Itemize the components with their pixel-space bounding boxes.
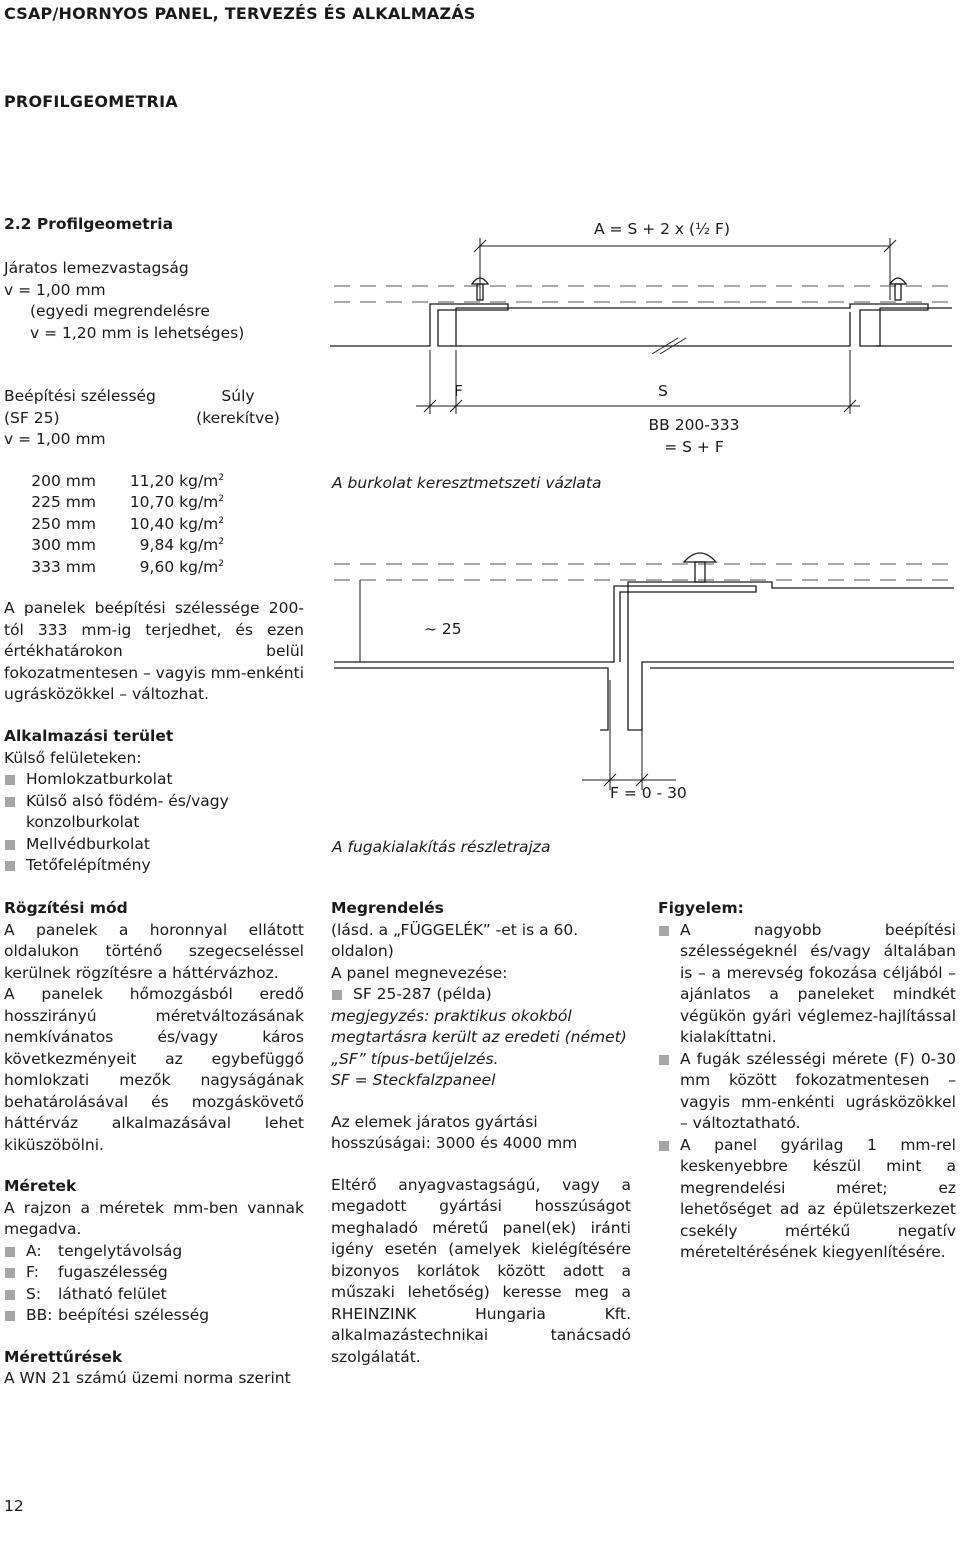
cross-section-diagram <box>320 200 960 500</box>
application-item: Tetőfelépítmény <box>4 855 304 877</box>
weight-unit-exponent: 2 <box>218 472 224 483</box>
joint-detail-diagram <box>320 530 960 860</box>
application-block <box>4 726 304 877</box>
dim-item <box>4 1305 304 1327</box>
width-cell: 200 mm <box>31 471 96 490</box>
section-subtitle: PROFILGEOMETRIA <box>4 92 178 111</box>
label-bb-formula: = S + F <box>664 438 724 456</box>
dim-item <box>4 1241 304 1263</box>
weight-cell <box>96 535 224 557</box>
width-cell: 250 mm <box>31 514 96 533</box>
column-1 <box>4 898 304 1390</box>
table-row <box>4 492 304 514</box>
application-item: Külső alsó födém- és/vagy konzolburkolat <box>4 791 304 834</box>
rivet-icon <box>684 553 716 582</box>
panel-name-item: SF 25-287 (példa) <box>331 984 631 1006</box>
order-heading: Megrendelés <box>331 899 444 917</box>
dim-value: fugaszélesség <box>58 1263 168 1281</box>
table-header <box>4 386 304 408</box>
section-heading: 2.2 Profilgeometria <box>4 215 174 233</box>
dim-key: F: <box>26 1263 39 1281</box>
fix-heading: Rögzítési mód <box>4 899 128 917</box>
panel-profile <box>330 304 952 346</box>
document-title: CSAP/HORNYOS PANEL, TERVEZÉS ÉS ALKALMAZÁS <box>4 4 476 23</box>
panel-note: megjegyzés: praktikus okokból megtartásra került az eredeti (német) „SF” típus-betűjelzés. <box>331 1006 627 1068</box>
application-heading: Alkalmazási terület <box>4 727 174 745</box>
weight-value: 10,70 <box>129 493 175 511</box>
order-reference: (lásd. a „FÜGGELÉK” -et is a 60. oldalon) <box>331 920 579 960</box>
col-width-head-1: Beépítési szélesség <box>4 387 156 405</box>
fix-paragraph-2: A panelek hőmozgásból eredő hosszirányú méretváltozásának nemkívánatos és/vagy káros következményeit az egybefüggő homlokzati mezők nagyságának behatárolásával és mozgáskövető háttérváz alkalmazásával lehet kiküszöbölni. <box>4 985 304 1154</box>
panel-face <box>456 312 850 346</box>
label-s: S <box>658 382 668 400</box>
panel-name-label: A panel megnevezése: <box>331 963 508 982</box>
weight-value: 11,20 <box>129 471 175 490</box>
table-row <box>4 471 304 493</box>
tolerance-heading: Mérettűrések <box>4 1347 123 1366</box>
width-cell: 333 mm <box>31 557 96 576</box>
dim-key: S: <box>26 1284 42 1303</box>
notice-item: A nagyobb beépítési szélességeknél és/vagy általában is – a merevség fokozása céljából – ajánlatos a paneleket mindkét végükön gyári véglemez-hajlítással kialakíttatni. <box>658 920 956 1049</box>
dim-item <box>4 1262 304 1284</box>
table-row <box>4 557 304 579</box>
column-3 <box>658 898 956 1264</box>
weight-cell <box>96 471 224 493</box>
application-item: Homlokzatburkolat <box>4 769 304 791</box>
col-weight-head-1: Súly <box>221 387 255 405</box>
weight-value: 9,60 <box>139 557 175 576</box>
weight-value: 10,40 <box>129 514 175 533</box>
column-2 <box>331 898 631 1368</box>
dim-value: látható felület <box>58 1284 167 1303</box>
notice-heading: Figyelem: <box>658 899 744 917</box>
dim-item <box>4 1284 304 1306</box>
panel-edge-lower <box>334 668 608 730</box>
notice-item: A fugák szélességi mérete (F) 0-30 mm között fokozatmentesen – vagyis mm-enkénti ugrásközökkel – változtatható. <box>658 1049 956 1135</box>
page-number: 12 <box>4 1497 24 1515</box>
label-bb: BB 200-333 <box>648 416 740 434</box>
dim-heading: Méretek <box>4 1177 77 1195</box>
thickness-value: v = 1,00 mm <box>4 280 106 299</box>
other-paragraph: Eltérő anyagvastagságú, vagy a megadott gyártási hosszúságot meghaladó méretű panel(ek) iránti igény esetén (amelyek kielégítésére bizonyos korlátok között adott a műszaki lehetőség) keresse meg a RHEINZINK Hungaria Kft. alkalmazástechnikai tanácsadó szolgálatát. <box>331 1175 631 1366</box>
weight-cell <box>96 492 224 514</box>
range-paragraph: A panelek beépítési szélessége 200-tól 333 mm-ig terjedhet, és ezen értékhatárokon belül fokozatmentesen – vagyis mm-enkénti ugrásközökkel – változhat. <box>4 599 304 703</box>
col-weight-head-2: (kerekítve) <box>196 408 280 427</box>
label-f: F <box>454 382 463 400</box>
weight-unit: kg/m <box>179 471 219 490</box>
weight-unit: kg/m <box>179 514 219 533</box>
panel-groove-edge <box>628 582 954 730</box>
col-width-head-3: v = 1,00 mm <box>4 430 106 448</box>
dim-key: A: <box>26 1241 42 1260</box>
weight-unit-exponent: 2 <box>218 536 224 547</box>
weight-unit-exponent: 2 <box>218 558 224 569</box>
dim-paragraph: A rajzon a méretek mm-ben vannak megadva. <box>4 1198 304 1238</box>
length-paragraph: Az elemek járatos gyártási hosszúságai: 3000 és 4000 mm <box>331 1112 578 1152</box>
depth-label: ~ 25 <box>424 620 462 638</box>
joint-label: F = 0 - 30 <box>610 784 687 802</box>
fix-paragraph-1: A panelek a horonnyal ellátott oldalukon történő szegecseléssel kerülnek rögzítésre a háttérvázhoz. <box>4 920 304 982</box>
weight-cell <box>96 557 224 579</box>
axis-formula: A = S + 2 x (½ F) <box>594 220 730 238</box>
diagram1-caption: A burkolat keresztmetszeti vázlata <box>332 474 602 492</box>
thickness-block <box>4 258 304 344</box>
table-body <box>4 471 304 579</box>
weight-table <box>4 386 304 578</box>
panel-tongue-edge <box>334 586 756 662</box>
sf-definition: SF = Steckfalzpaneel <box>331 1071 496 1089</box>
table-row <box>4 535 304 557</box>
width-cell: 225 mm <box>31 493 96 511</box>
col-width-head-2: (SF 25) <box>4 408 60 427</box>
table-row <box>4 514 304 536</box>
weight-value: 9,84 <box>139 536 175 554</box>
application-item: Mellvédburkolat <box>4 834 304 856</box>
weight-unit-exponent: 2 <box>218 515 224 526</box>
thickness-note-value: v = 1,20 mm is lehetséges) <box>30 323 245 342</box>
dim-value: tengelytávolság <box>58 1241 183 1260</box>
notice-item: A panel gyárilag 1 mm-rel keskenyebbre készül mint a megrendelési méret; ez lehetőséget ad az épületszerkezet csekély mértékű negatív méreteltérésének kiegyenlítésére. <box>658 1135 956 1264</box>
dim-key: BB: <box>26 1306 53 1324</box>
application-intro: Külső felületeken: <box>4 748 142 767</box>
width-cell: 300 mm <box>31 536 96 554</box>
thickness-label: Járatos lemezvastagság <box>4 259 189 277</box>
dim-value: beépítési szélesség <box>58 1306 210 1324</box>
thickness-note: (egyedi megrendelésre <box>30 302 210 320</box>
rivet-icon <box>890 278 906 300</box>
weight-cell <box>96 514 224 536</box>
tolerance-text: A WN 21 számú üzemi norma szerint <box>4 1369 291 1387</box>
weight-unit: kg/m <box>179 557 219 576</box>
weight-unit-exponent: 2 <box>218 493 224 504</box>
weight-unit: kg/m <box>179 536 219 554</box>
diagram2-caption: A fugakialakítás részletrajza <box>332 838 551 856</box>
weight-unit: kg/m <box>179 493 219 511</box>
